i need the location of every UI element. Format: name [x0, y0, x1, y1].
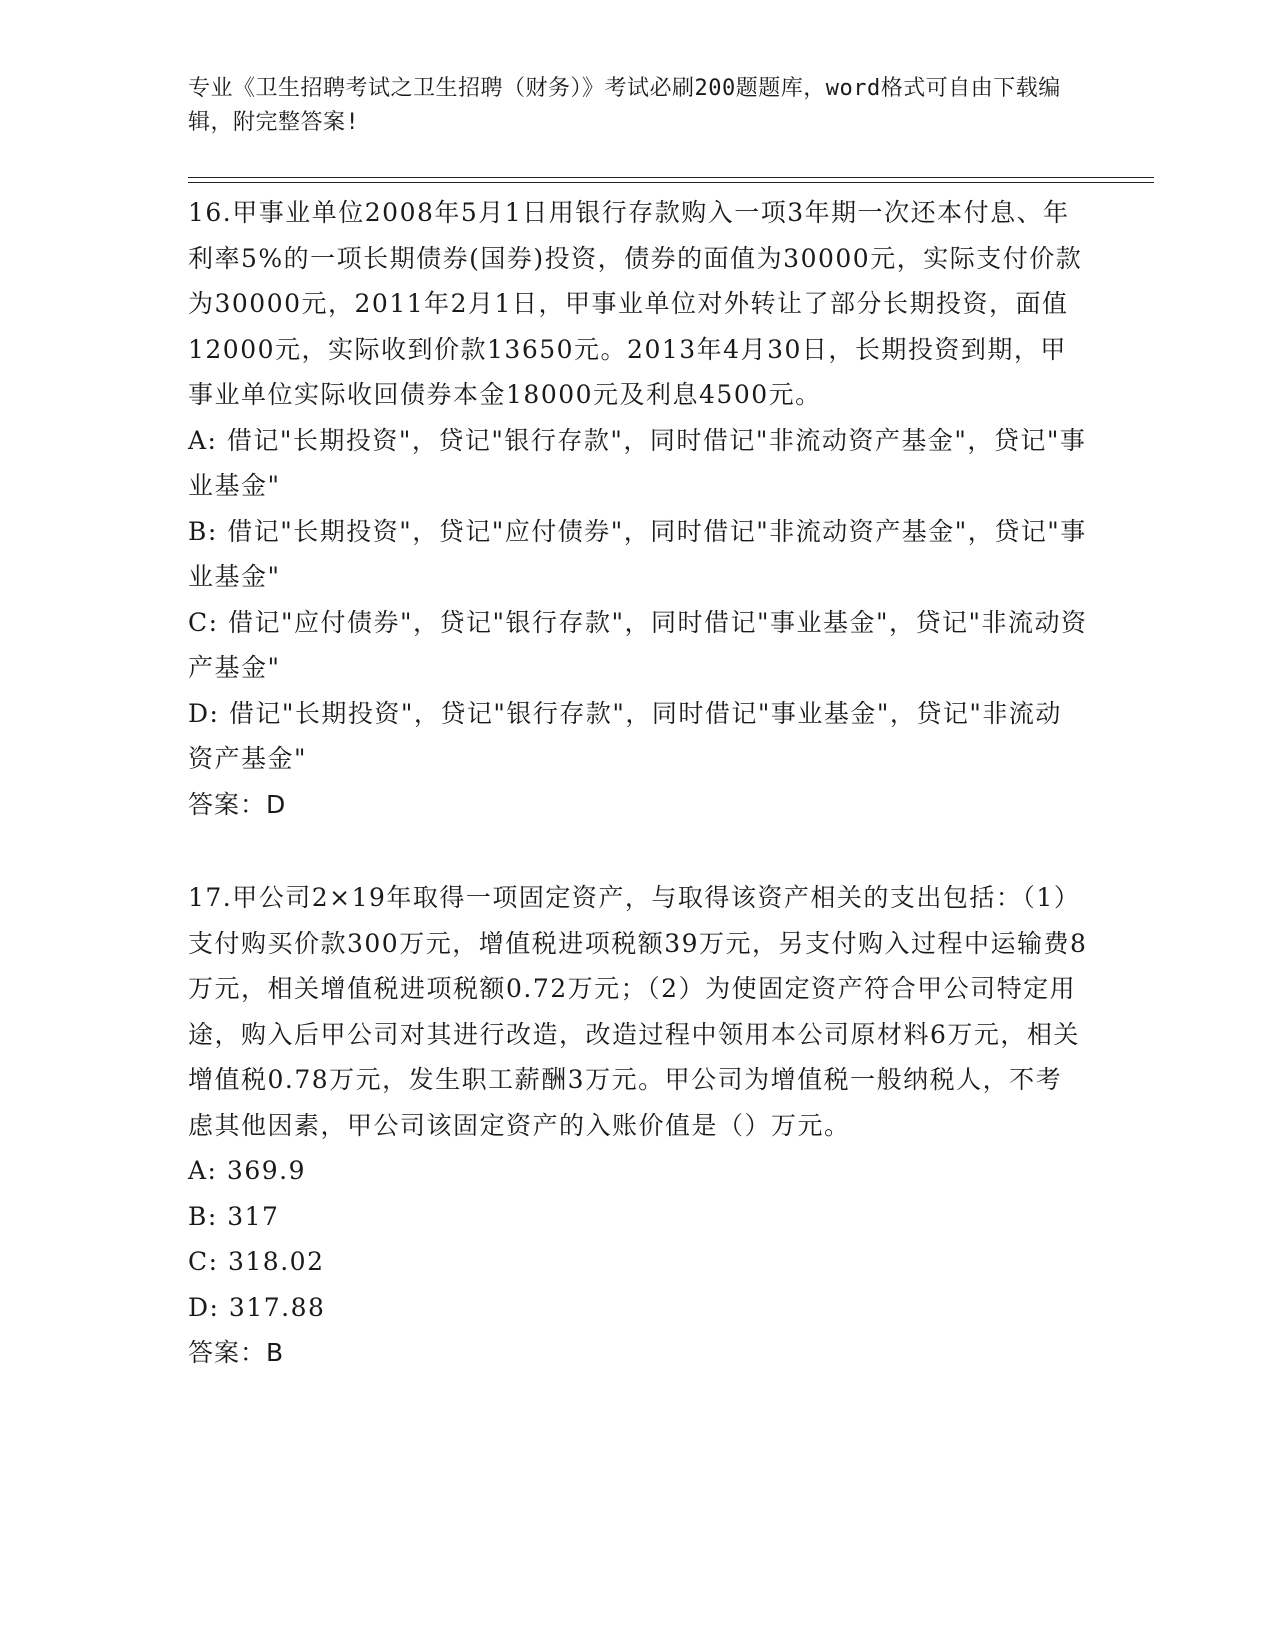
option-b: B: 317 [188, 1201, 280, 1231]
question-17 [188, 875, 1088, 1376]
option-c: C: 借记"应付债券"，贷记"银行存款"，同时借记"事业基金"，贷记"非流动资产基金" [188, 607, 1088, 682]
option-d: D: 317.88 [188, 1292, 326, 1322]
question-16 [188, 190, 1088, 827]
option-b: B: 借记"长期投资"，贷记"应付债券"，同时借记"非流动资产基金"，贷记"事业基金" [188, 516, 1087, 591]
header-double-rule [188, 177, 1154, 183]
answer: 答案：D [188, 789, 287, 819]
option-c: C: 318.02 [188, 1247, 325, 1276]
option-a: A: 借记"长期投资"，贷记"银行存款"，同时借记"非流动资产基金"，贷记"事业基金" [188, 425, 1087, 500]
answer: 答案：B [188, 1338, 285, 1367]
option-a: A: 369.9 [188, 1156, 306, 1185]
option-d: D: 借记"长期投资"，贷记"银行存款"，同时借记"事业基金"，贷记"非流动资产基金" [188, 698, 1062, 773]
question-text: 17.甲公司2×19年取得一项固定资产，与取得该资产相关的支出包括：（1）支付购买价款300万元，增值税进项税额39万元，另支付购入过程中运输费8万元，相关增值税进项税额0.72万元；（2）为使固定资产符合甲公司特定用途，购入后甲公司对其进行改造，改造过程中领用本公司原材料6万元，相关增值税0.78万元，发生职工薪酬3万元。甲公司为增值税一般纳税人，不考虑其他因素，甲公司该固定资产的入账价值是（）万元。 [188, 883, 1088, 1140]
document-header: 专业《卫生招聘考试之卫生招聘（财务）》考试必刷200题题库，word格式可自由下载编辑，附完整答案! [188, 76, 1061, 135]
question-list [188, 190, 1088, 1424]
question-text: 16.甲事业单位2008年5月1日用银行存款购入一项3年期一次还本付息、年利率5%的一项长期债券(国券)投资，债券的面值为30000元，实际支付价款为30000元，2011年2月1日，甲事业单位对外转让了部分长期投资，面值12000元，实际收到价款13650元。2013年4月30日，长期投资到期，甲事业单位实际收回债券本金18000元及利息4500元。 [188, 198, 1083, 409]
